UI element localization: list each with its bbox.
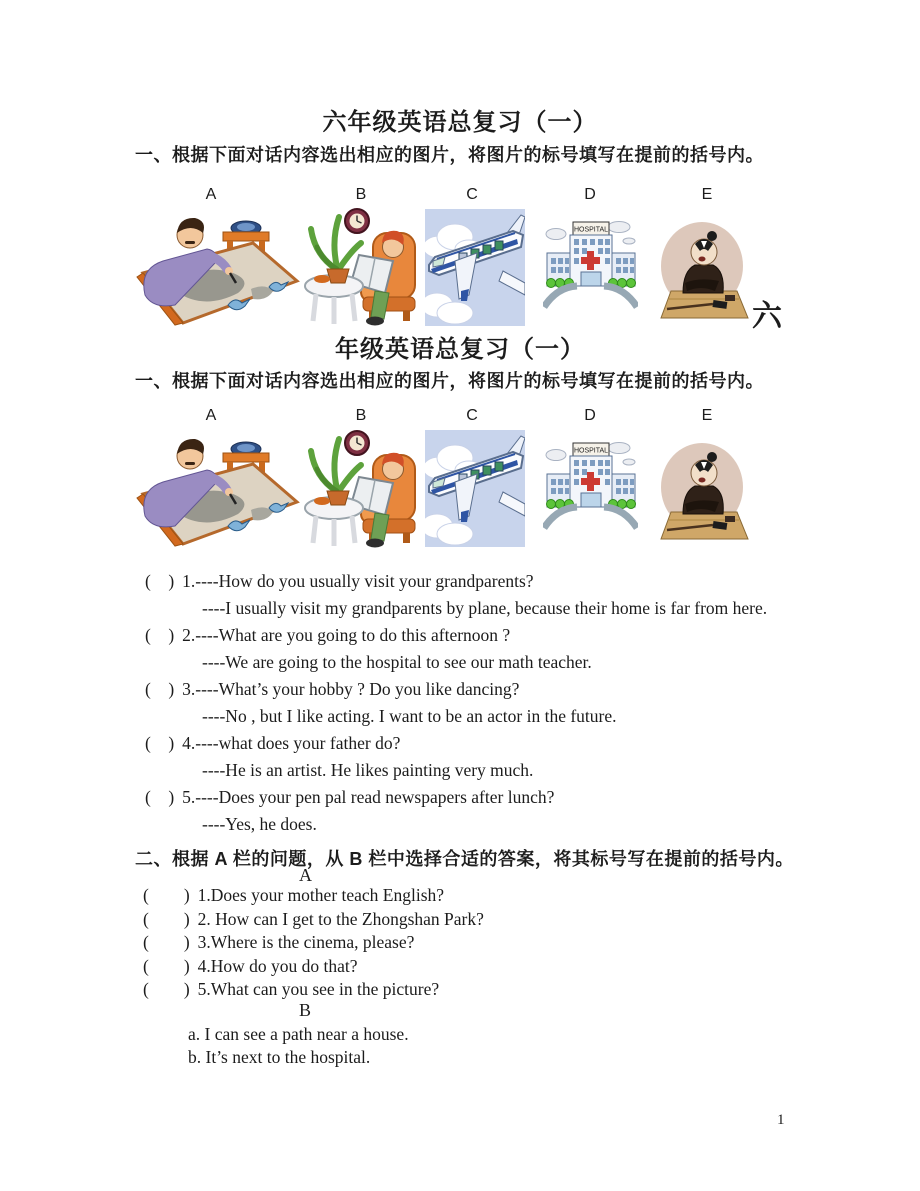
column-b-item-b: b. It’s next to the hospital. xyxy=(188,1047,371,1067)
artist-painting-icon xyxy=(133,211,301,326)
column-a-label: A xyxy=(299,865,312,885)
answer-bracket: ( ) xyxy=(143,979,190,999)
column-a-item-2: ( ) 2. How can I get to the Zhongshan Park? xyxy=(143,908,484,929)
page-title-continuation: 年级英语总复习（一） xyxy=(335,336,585,363)
column-a-item-4: ( ) 4.How do you do that? xyxy=(143,955,358,976)
dialogue-question-2: ( ) 2.----What are you going to do this afternoon ? xyxy=(145,625,511,645)
column-a-item-5: ( ) 5.What can you see in the picture? xyxy=(143,979,440,999)
answer-bracket: ( ) xyxy=(145,787,175,807)
dialogue-answer-5: ----Yes, he does. xyxy=(202,814,317,834)
dialogue-answer-3: ----No , but I like acting. I want to be an actor in the future. xyxy=(202,706,617,726)
picture-label-e: E xyxy=(701,186,713,203)
hospital-icon xyxy=(543,438,638,531)
dialogue-answer-4: ----He is an artist. He likes painting very much. xyxy=(202,760,534,780)
picture-label-c: C xyxy=(466,186,478,203)
section-one-instruction: 一、根据下面对话内容选出相应的图片，将图片的标号填写在提前的括号内。 xyxy=(135,145,764,165)
dialogue-question-3: ( ) 3.----What’s your hobby ? Do you like dancing? xyxy=(145,679,520,699)
airplane-icon xyxy=(425,209,525,326)
picture-hospital xyxy=(543,217,638,310)
answer-bracket: ( ) xyxy=(143,885,190,905)
picture-label-b: B xyxy=(355,186,367,203)
boy-reading-newspaper-icon xyxy=(303,428,420,550)
title-wrap-char: 六 xyxy=(752,300,782,333)
answer-bracket: ( ) xyxy=(145,571,175,591)
column-a-item-3: ( ) 3.Where is the cinema, please? xyxy=(143,932,415,952)
opera-actor-icon xyxy=(655,442,752,542)
column-b-list xyxy=(188,1023,409,1069)
picture-boy-reading-newspaper xyxy=(303,428,420,550)
dialogue-answer-2: ----We are going to the hospital to see our math teacher. xyxy=(202,652,592,672)
picture-label-a: A xyxy=(205,186,217,203)
artist-painting-icon xyxy=(133,432,301,547)
column-a-list xyxy=(143,884,484,1002)
picture-label-d: D xyxy=(584,407,596,424)
answer-bracket: ( ) xyxy=(145,733,175,753)
section-one-instruction-repeat: 一、根据下面对话内容选出相应的图片，将图片的标号填写在提前的括号内。 xyxy=(135,371,764,391)
picture-label-c: C xyxy=(466,407,478,424)
answer-bracket: ( ) xyxy=(143,932,190,952)
boy-reading-newspaper-icon xyxy=(303,207,420,327)
picture-hospital xyxy=(543,438,638,531)
picture-label-b: B xyxy=(355,407,367,424)
dialogue-answer-1: ----I usually visit my grandparents by plane, because their home is far from here. xyxy=(202,598,768,618)
section-two-instruction: 二、根据 A 栏的问题，从 B 栏中选择合适的答案，将其标号写在提前的括号内。 xyxy=(135,849,794,869)
picture-airplane xyxy=(425,209,525,326)
picture-label-e: E xyxy=(701,407,713,424)
picture-artist-painting xyxy=(133,432,301,547)
picture-boy-reading-newspaper xyxy=(303,207,420,327)
answer-bracket: ( ) xyxy=(143,908,190,929)
section-one-dialogues xyxy=(145,568,767,838)
picture-label-a: A xyxy=(205,407,217,424)
picture-airplane xyxy=(425,430,525,547)
picture-artist-painting xyxy=(133,211,301,326)
opera-actor-icon xyxy=(655,221,752,321)
answer-bracket: ( ) xyxy=(143,955,190,976)
picture-opera-actor xyxy=(655,442,752,542)
dialogue-question-5: ( ) 5.----Does your pen pal read newspapers after lunch? xyxy=(145,787,555,807)
answer-bracket: ( ) xyxy=(145,679,175,699)
column-a-item-1: ( ) 1.Does your mother teach English? xyxy=(143,885,445,905)
airplane-icon xyxy=(425,430,525,547)
hospital-icon xyxy=(543,217,638,310)
page-title: 六年级英语总复习（一） xyxy=(322,109,598,136)
picture-label-d: D xyxy=(584,186,596,203)
column-b-label: B xyxy=(299,1000,312,1020)
dialogue-question-4: ( ) 4.----what does your father do? xyxy=(145,733,401,753)
column-b-item-a: a. I can see a path near a house. xyxy=(188,1024,409,1044)
answer-bracket: ( ) xyxy=(145,625,175,645)
dialogue-question-1: ( ) 1.----How do you usually visit your grandparents? xyxy=(145,571,534,591)
picture-opera-actor xyxy=(655,221,752,321)
page-number: 1 xyxy=(777,1112,785,1128)
